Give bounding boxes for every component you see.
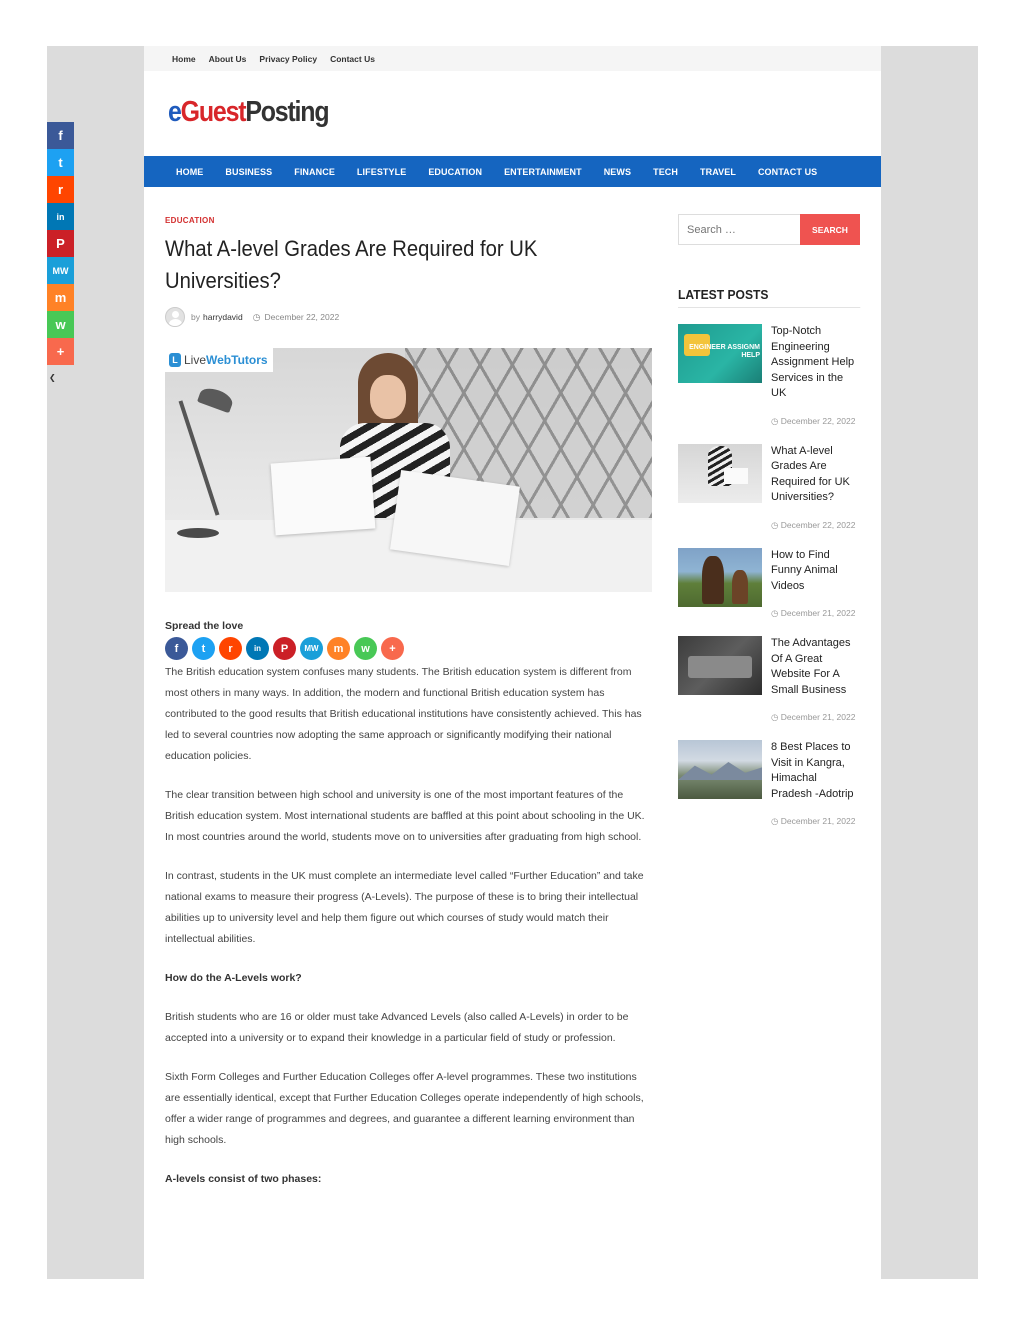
site-logo[interactable] (168, 96, 328, 129)
nav-tech[interactable]: TECH (653, 166, 679, 177)
float-reddit-icon[interactable]: r (47, 176, 74, 203)
post-date (771, 814, 860, 828)
post-title-link[interactable]: The Advantages Of A Great Website For A Small Business (771, 637, 851, 696)
top-link-privacy[interactable]: Privacy Policy (259, 53, 318, 64)
post-thumbnail[interactable] (678, 636, 762, 695)
hero-lamp (177, 378, 237, 538)
post-title-link[interactable]: What A-level Grades Are Required for UK Universities? (771, 444, 850, 503)
latest-post-item[interactable] (678, 324, 860, 428)
post-title-link[interactable]: 8 Best Places to Visit in Kangra, Himachal Pradesh -Adotrip (771, 741, 854, 800)
post-title-link[interactable]: Top-Notch Engineering Assignment Help Services in the UK (771, 325, 855, 399)
float-twitter-icon[interactable]: t (47, 149, 74, 176)
float-linkedin-icon[interactable]: in (47, 203, 74, 230)
search-input[interactable] (678, 214, 800, 245)
clock-icon: ◷ (771, 608, 781, 618)
latest-post-item[interactable] (678, 740, 860, 828)
post-date-text: December 21, 2022 (780, 712, 856, 722)
hero-brand-watermark (165, 348, 273, 372)
float-mix-icon[interactable]: m (47, 284, 74, 311)
top-link-about[interactable]: About Us (208, 53, 247, 64)
section-heading: A-levels consist of two phases: (165, 1173, 322, 1185)
top-bar (144, 46, 881, 71)
float-facebook-icon[interactable]: f (47, 122, 74, 149)
nav-entertainment[interactable]: ENTERTAINMENT (504, 166, 582, 177)
article-category[interactable]: EDUCATION (165, 216, 215, 225)
byline-prefix: by (191, 312, 200, 322)
post-date (771, 606, 860, 620)
thumbnail-text: ENGINEER ASSIGNM HELP (689, 344, 760, 359)
clock-icon: ◷ (771, 816, 781, 826)
paragraph: In contrast, students in the UK must complete an intermediate level called “Further Education” and take national exams to measure their progress (A-Levels). The purpose of these is to bring their intellectual abilities up to university level and help them figure out which courses of study would match their intellectual abilities. (165, 870, 644, 945)
top-link-contact[interactable]: Contact Us (330, 53, 375, 64)
pinterest-icon[interactable]: P (273, 637, 296, 660)
section-heading: How do the A-Levels work? (165, 972, 302, 984)
whatsapp-icon[interactable]: w (354, 637, 377, 660)
reddit-icon[interactable]: r (219, 637, 242, 660)
search-button[interactable]: SEARCH (800, 214, 860, 245)
nav-business[interactable]: BUSINESS (225, 166, 273, 177)
more-icon[interactable]: + (381, 637, 404, 660)
post-title-link[interactable]: How to Find Funny Animal Videos (771, 548, 838, 592)
post-thumbnail[interactable] (678, 444, 762, 503)
mewe-icon[interactable]: MW (300, 637, 323, 660)
linkedin-icon[interactable]: in (246, 637, 269, 660)
article (165, 216, 652, 1190)
spread-the-love-label: Spread the love (165, 620, 244, 632)
avatar (165, 307, 185, 327)
float-mewe-icon[interactable]: MW (47, 257, 74, 284)
article-body (165, 662, 652, 1190)
article-meta (165, 307, 652, 327)
article-date: December 22, 2022 (264, 312, 340, 322)
top-link-home[interactable]: Home (172, 53, 196, 64)
facebook-icon[interactable]: f (165, 637, 188, 660)
paragraph: Sixth Form Colleges and Further Education Colleges offer A-level programmes. These two institutions are essentially identical, except that Further Education Colleges operate independently of high schools, offer a wider range of programmes and degrees, and guarantee a different learning environment than high schools. (165, 1071, 644, 1146)
latest-post-item[interactable] (678, 636, 860, 724)
nav-education[interactable]: EDUCATION (428, 166, 483, 177)
float-more-icon[interactable]: + (47, 338, 74, 365)
nav-travel[interactable]: TRAVEL (700, 166, 736, 177)
latest-posts-heading: LATEST POSTS (678, 287, 860, 308)
clock-icon: ◷ (771, 519, 781, 530)
hero-brand-text-1: Live (184, 353, 207, 367)
post-date (771, 518, 860, 532)
post-thumbnail[interactable] (678, 740, 762, 799)
post-date-text: December 22, 2022 (780, 415, 856, 426)
post-date (771, 414, 860, 428)
post-thumbnail[interactable] (678, 548, 762, 607)
hero-paper (271, 457, 376, 536)
sidebar (678, 214, 860, 828)
floating-share-bar (47, 122, 74, 382)
livewebtutors-logo-icon: L (169, 353, 181, 367)
nav-news[interactable]: NEWS (603, 166, 632, 177)
post-date-text: December 22, 2022 (780, 519, 856, 530)
logo-part-guest: Guest (180, 96, 246, 128)
twitter-icon[interactable]: t (192, 637, 215, 660)
main-nav (144, 156, 881, 187)
float-pinterest-icon[interactable]: P (47, 230, 74, 257)
mix-icon[interactable]: m (327, 637, 350, 660)
hero-brand-text-2: WebTutors (206, 353, 268, 367)
nav-home[interactable]: HOME (176, 166, 204, 177)
latest-post-item[interactable] (678, 548, 860, 621)
post-date-text: December 21, 2022 (780, 608, 856, 618)
logo-part-posting: Posting (245, 96, 329, 128)
clock-icon: ◷ (771, 415, 781, 426)
float-whatsapp-icon[interactable]: w (47, 311, 74, 338)
nav-lifestyle[interactable]: LIFESTYLE (356, 166, 407, 177)
logo-part-e: e (168, 96, 181, 128)
paragraph: The clear transition between high school and university is one of the most important features of the British education system. Most international students are baffled at this point about schooling in the UK. In most countries around the world, students move on to universities after graduating from high school. (165, 789, 645, 843)
clock-icon: ◷ (252, 311, 261, 322)
search-form (678, 214, 860, 245)
clock-icon: ◷ (771, 712, 781, 722)
hide-share-bar-icon[interactable]: ❮ (49, 373, 56, 382)
site-container (144, 46, 881, 1279)
post-date-text: December 21, 2022 (780, 816, 856, 826)
nav-contact[interactable]: CONTACT US (757, 166, 818, 177)
nav-finance[interactable]: FINANCE (294, 166, 335, 177)
hero-paper-2 (390, 470, 520, 566)
paragraph: The British education system confuses many students. The British education system is different from most others in many ways. In addition, the modern and functional British education system has contributed to the good results that British educational institutions have consistently achieved. This has led to several countries now adopting the same approach or significantly modifying their national education policies. (165, 666, 642, 762)
paragraph: British students who are 16 or older must take Advanced Levels (also called A-Levels) in order to be accepted into a university or to expand their knowledge in a particular field of study or profession. (165, 1011, 629, 1044)
article-title: What A-level Grades Are Required for UK Universities? (165, 236, 538, 293)
author-link[interactable]: harrydavid (202, 312, 243, 322)
post-thumbnail[interactable] (678, 324, 762, 383)
latest-post-item[interactable] (678, 444, 860, 532)
article-hero-image (165, 348, 652, 592)
share-buttons-row (165, 637, 652, 660)
post-date (771, 710, 860, 724)
